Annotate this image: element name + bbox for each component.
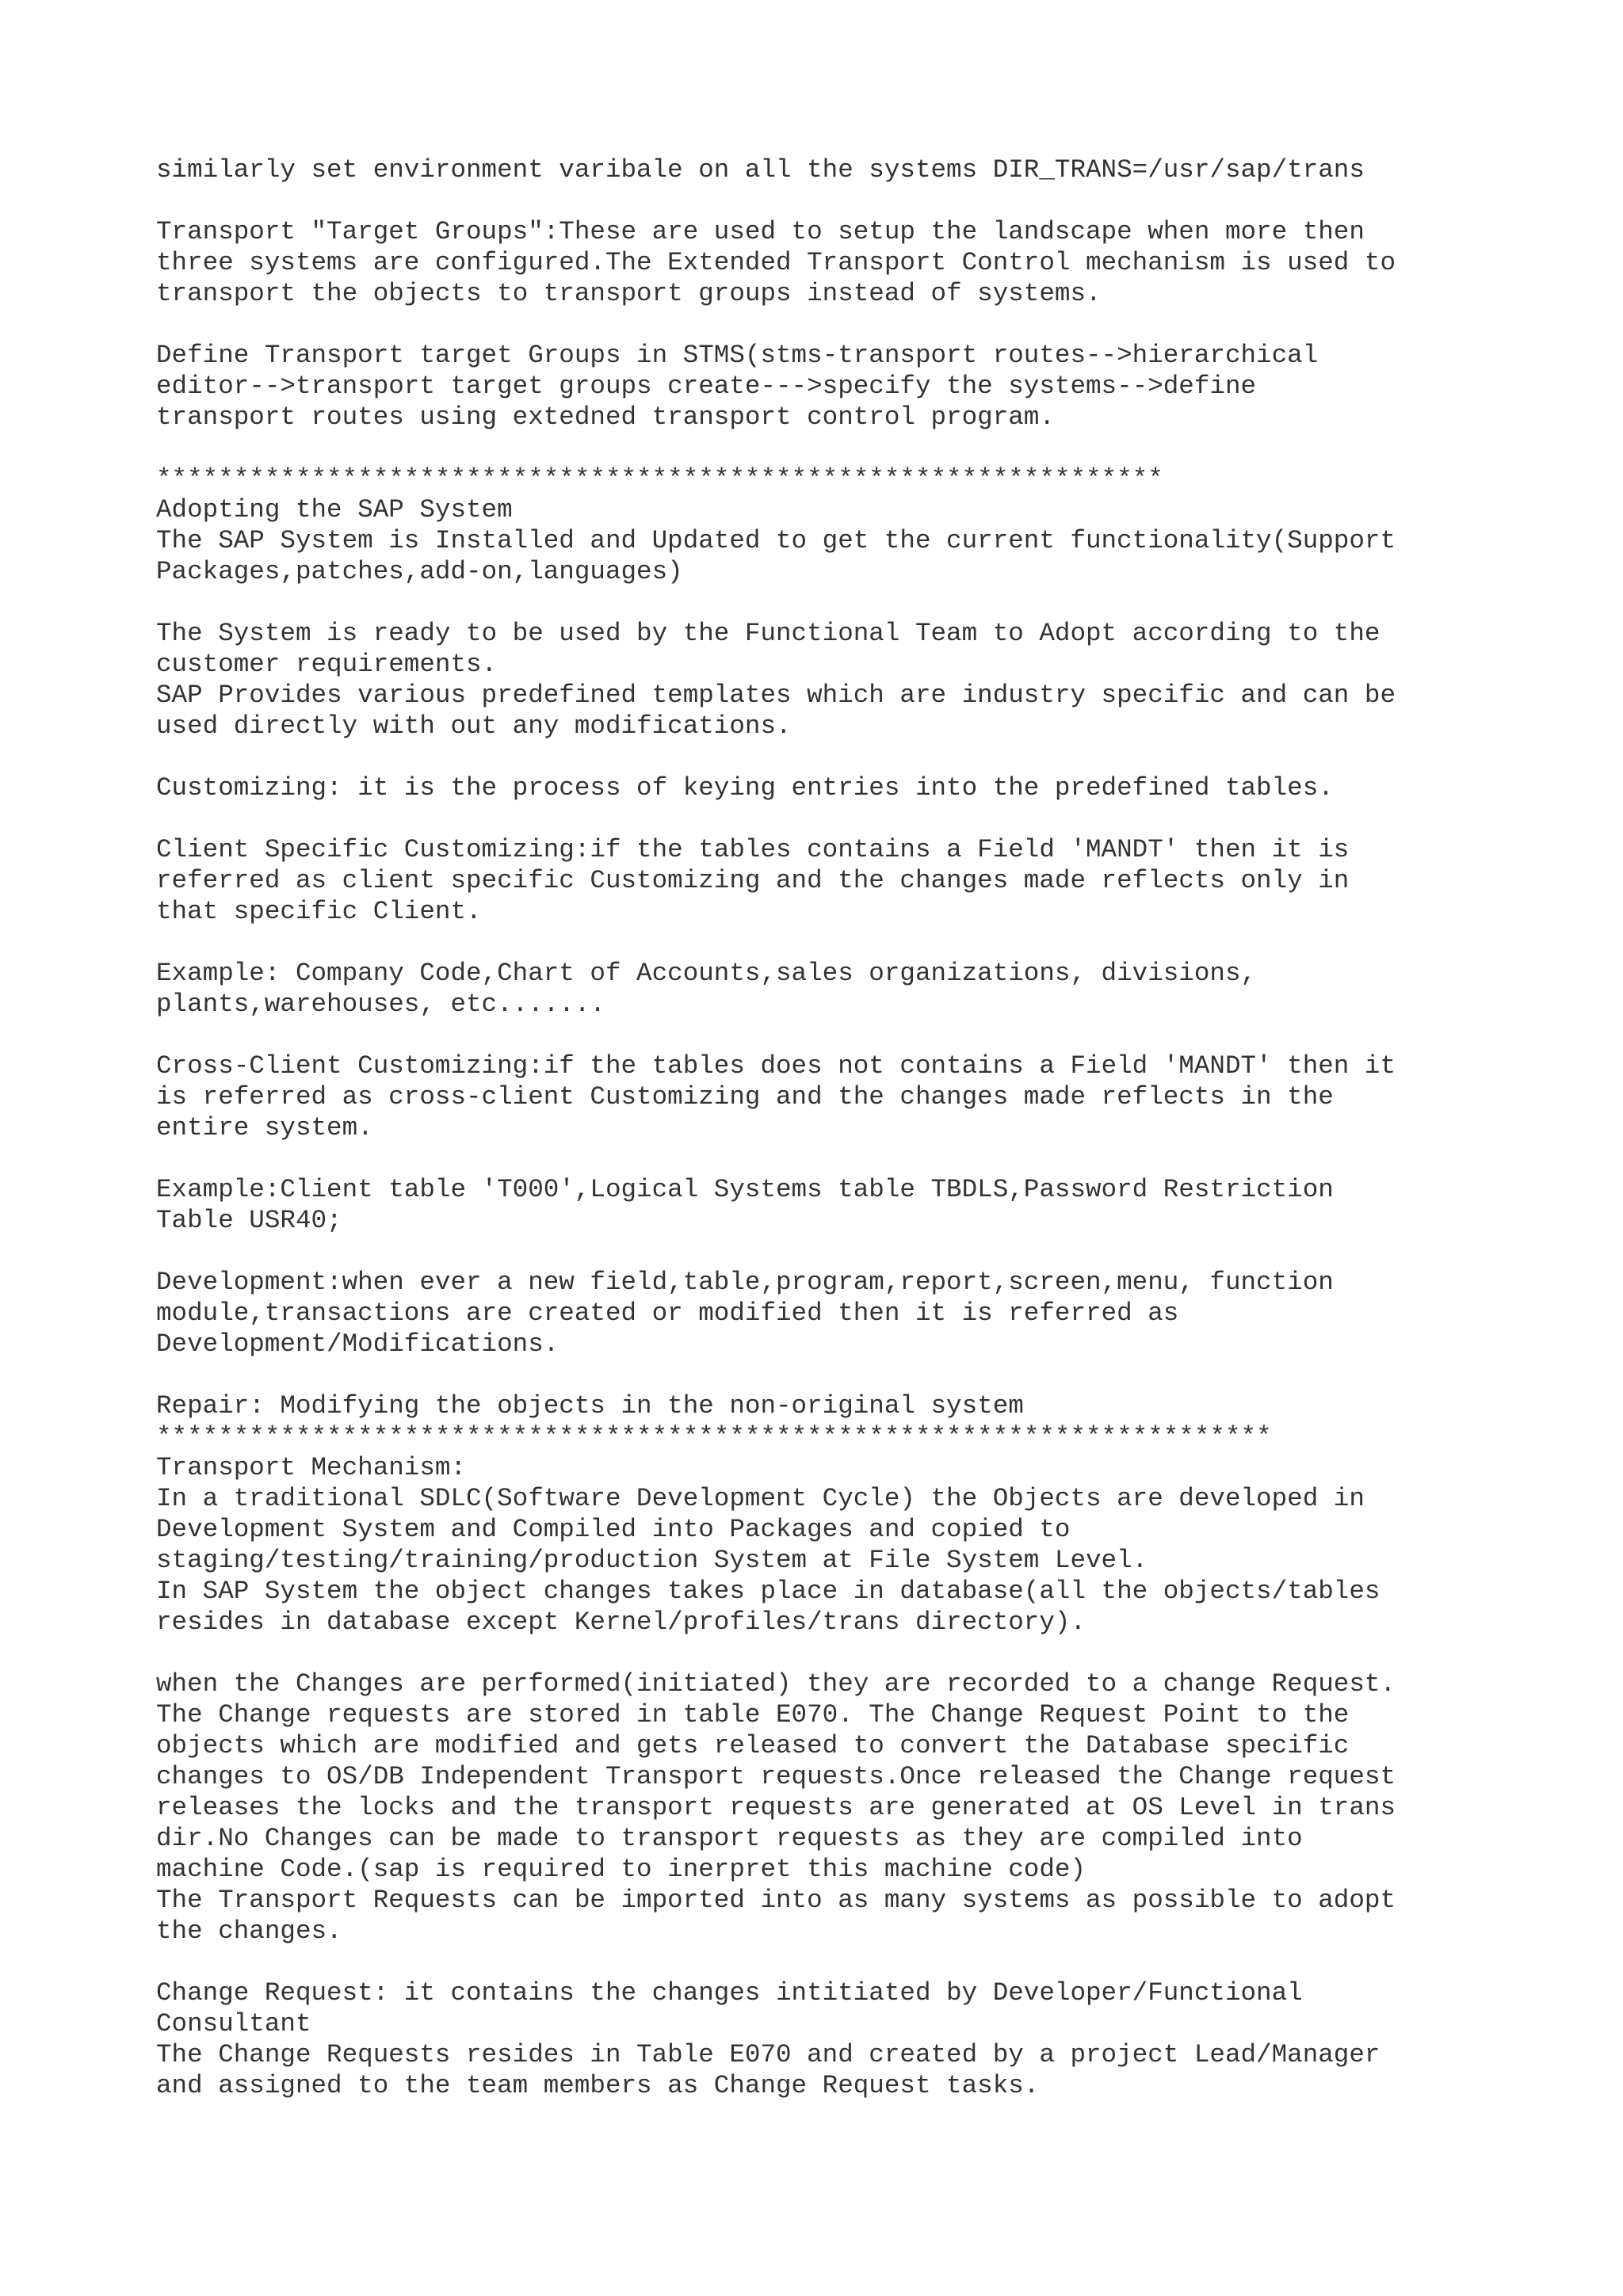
paragraph bbox=[156, 340, 1598, 433]
text-line: similarly set environment varibale on all the systems DIR_TRANS=/usr/sap/trans bbox=[156, 155, 1365, 185]
text-line: Define Transport target Groups in STMS(stms-transport routes-->hierarchical bbox=[156, 341, 1319, 370]
paragraph bbox=[156, 1267, 1598, 1360]
paragraph bbox=[156, 1669, 1598, 1947]
text-line: referred as client specific Customizing and the changes made reflects only in bbox=[156, 866, 1350, 895]
text-line: Transport "Target Groups":These are used to setup the landscape when more then bbox=[156, 217, 1365, 246]
paragraph bbox=[156, 1390, 1598, 1638]
text-line: In SAP System the object changes takes place in database(all the objects/tables bbox=[156, 1577, 1381, 1606]
text-line: Repair: Modifying the objects in the non-original system bbox=[156, 1391, 1024, 1421]
text-line: The Transport Requests can be imported into as many systems as possible to adopt bbox=[156, 1886, 1396, 1915]
text-line: is referred as cross-client Customizing and the changes made reflects in the bbox=[156, 1082, 1334, 1112]
text-line: customer requirements. bbox=[156, 650, 498, 679]
paragraph bbox=[156, 958, 1598, 1020]
text-line: entire system. bbox=[156, 1113, 373, 1142]
paragraph bbox=[156, 154, 1598, 185]
text-line: Table USR40; bbox=[156, 1206, 342, 1235]
text-line: Adopting the SAP System bbox=[156, 495, 513, 524]
paragraph bbox=[156, 1051, 1598, 1143]
text-line: three systems are configured.The Extended Transport Control mechanism is used to bbox=[156, 248, 1396, 277]
text-line: Cross-Client Customizing:if the tables does not contains a Field 'MANDT' then it bbox=[156, 1051, 1396, 1081]
text-line: transport the objects to transport groups instead of systems. bbox=[156, 279, 1102, 308]
text-line: In a traditional SDLC(Software Development Cycle) the Objects are developed in bbox=[156, 1484, 1365, 1513]
text-line: Consultant bbox=[156, 2009, 311, 2039]
text-line: The SAP System is Installed and Updated to get the current functionality(Support bbox=[156, 526, 1396, 555]
paragraph bbox=[156, 1174, 1598, 1236]
text-line: plants,warehouses, etc....... bbox=[156, 990, 605, 1019]
document-body bbox=[156, 154, 1598, 2101]
paragraph bbox=[156, 216, 1598, 309]
text-line: objects which are modified and gets released to convert the Database specific bbox=[156, 1731, 1350, 1760]
text-line: Packages,patches,add-on,languages) bbox=[156, 557, 683, 586]
text-line: Transport Mechanism: bbox=[156, 1453, 467, 1482]
text-line: The System is ready to be used by the Functional Team to Adopt according to the bbox=[156, 619, 1381, 648]
text-line: editor-->transport target groups create--->specify the systems-->define bbox=[156, 372, 1257, 401]
text-line: Customizing: it is the process of keying entries into the predefined tables. bbox=[156, 773, 1334, 803]
text-line: SAP Provides various predefined templates which are industry specific and can be bbox=[156, 681, 1396, 710]
text-line: resides in database except Kernel/profiles/trans directory). bbox=[156, 1608, 1086, 1637]
paragraph bbox=[156, 618, 1598, 742]
text-line: dir.No Changes can be made to transport requests as they are compiled into bbox=[156, 1824, 1303, 1853]
text-line: that specific Client. bbox=[156, 897, 482, 926]
text-line: when the Changes are performed(initiated) they are recorded to a change Request. bbox=[156, 1669, 1396, 1699]
text-line: changes to OS/DB Independent Transport requests.Once released the Change request bbox=[156, 1762, 1396, 1791]
text-line: used directly with out any modifications. bbox=[156, 711, 792, 741]
text-line: and assigned to the team members as Change Request tasks. bbox=[156, 2071, 1040, 2100]
text-line: The Change requests are stored in table E070. The Change Request Point to the bbox=[156, 1700, 1350, 1730]
text-line: machine Code.(sap is required to inerpret this machine code) bbox=[156, 1855, 1086, 1884]
text-line: module,transactions are created or modified then it is referred as bbox=[156, 1299, 1179, 1328]
paragraph bbox=[156, 772, 1598, 803]
text-line: The Change Requests resides in Table E070 and created by a project Lead/Manager bbox=[156, 2040, 1381, 2069]
text-line: Development:when ever a new field,table,program,report,screen,menu, function bbox=[156, 1268, 1334, 1297]
text-line: Example: Company Code,Chart of Accounts,sales organizations, divisions, bbox=[156, 959, 1257, 988]
text-line: transport routes using extedned transport control program. bbox=[156, 402, 1055, 432]
text-line: Development/Modifications. bbox=[156, 1329, 559, 1359]
text-line: Client Specific Customizing:if the tables contains a Field 'MANDT' then it is bbox=[156, 835, 1350, 864]
paragraph bbox=[156, 463, 1598, 587]
text-line: ************************************************************************ bbox=[156, 1422, 1272, 1451]
text-line: staging/testing/training/production System at File System Level. bbox=[156, 1546, 1148, 1575]
text-line: the changes. bbox=[156, 1917, 342, 1946]
text-line: Example:Client table 'T000',Logical Systems table TBDLS,Password Restriction bbox=[156, 1175, 1334, 1204]
paragraph bbox=[156, 834, 1598, 927]
paragraph bbox=[156, 1978, 1598, 2101]
text-line: Change Request: it contains the changes intitiated by Developer/Functional bbox=[156, 1978, 1303, 2008]
text-line: ***************************************************************** bbox=[156, 464, 1163, 494]
text-line: releases the locks and the transport requests are generated at OS Level in trans bbox=[156, 1793, 1396, 1822]
text-line: Development System and Compiled into Packages and copied to bbox=[156, 1515, 1071, 1544]
